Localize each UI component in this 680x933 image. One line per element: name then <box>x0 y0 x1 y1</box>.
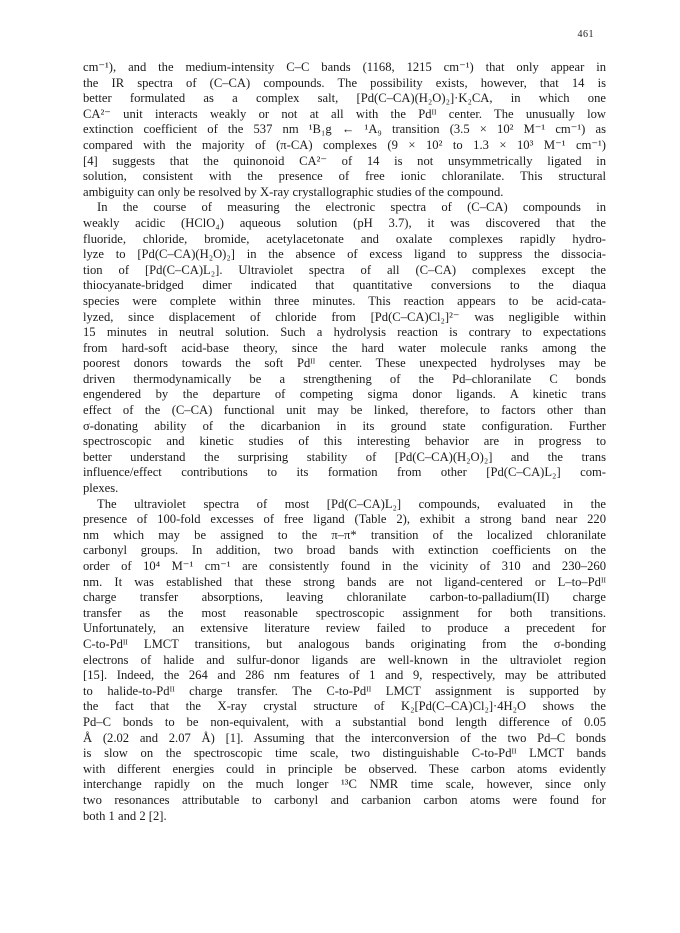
text-line: effect of the (C–CA) functional unit may be linked, therefore, to factors other than <box>83 403 606 418</box>
text-line: better understand the surprising stability of [Pd(C–CA)(H₂O)₂] and the trans <box>83 449 606 464</box>
text-line: influence/effect contributions to its formation from other [Pd(C–CA)L₂] com- <box>83 465 606 480</box>
text-line: 15 minutes in neutral solution. Such a hydrolysis reaction is contrary to expectations <box>83 325 606 340</box>
text-line: lyze to [Pd(C–CA)(H₂O)₂] in the absence of excess ligand to suppress the dissocia- <box>83 247 606 262</box>
text-line: tion of [Pd(C–CA)L₂]. Ultraviolet spectra of all (C–CA) complexes except the <box>83 262 606 277</box>
text-line: the IR spectra of (C–CA) compounds. The possibility exists, however, that 14 is <box>83 75 606 90</box>
text-line: spectroscopic and kinetic studies of this interesting behavior are in progress to <box>83 434 606 449</box>
text-line: In the course of measuring the electronic spectra of (C–CA) compounds in <box>97 200 606 215</box>
text-line: plexes. <box>83 481 119 496</box>
text-line: species were complete within three minutes. This reaction appears to be acid-cata- <box>83 293 606 308</box>
text-line: thiocyanate-bridged dimer indicated that quantitative conversions to the diaqua <box>83 278 606 293</box>
text-line: better formulated as a complex salt, [Pd(C–CA)(H₂O)₂]·K₂CA, in which one <box>83 91 606 106</box>
text-line: fluoride, chloride, bromide, acetylacetonate and oxalate complexes rapidly hydro- <box>83 231 606 246</box>
text-line: two resonances attributable to carbonyl and carbanion carbon atoms were found for <box>83 792 606 807</box>
text-line: with different energies could in principle be observed. These carbon atoms evidently <box>83 761 606 776</box>
text-line: Unfortunately, an extensive literature review failed to produce a precedent for <box>83 621 606 636</box>
text-line: Å (2.02 and 2.07 Å) [1]. Assuming that the interconversion of the two Pd–C bonds <box>83 730 606 745</box>
text-line: presence of 100-fold excesses of free ligand (Table 2), exhibit a strong band near 220 <box>83 512 606 527</box>
text-line: cm⁻¹), and the medium-intensity C–C bands (1168, 1215 cm⁻¹) that only appear in <box>83 60 606 74</box>
body-text <box>83 60 606 824</box>
text-line: from hard-soft acid-base theory, since the hard water molecule ranks among the <box>83 340 606 355</box>
text-line: weakly acidic (HClO₄) aqueous solution (pH 3.7), it was discovered that the <box>83 215 606 230</box>
text-line: carbonyl groups. In addition, two broad bands with extinction coefficients on the <box>83 543 606 558</box>
text-line: CA²⁻ unit interacts weakly or not at all with the Pdᴵᴵ center. The unusually low <box>83 106 606 121</box>
text-line: charge transfer absorptions, leaving chloranilate carbon-to-palladium(II) charge <box>83 590 606 605</box>
text-line: extinction coefficient of the 537 nm ¹B₁g ← ¹A₉ transition (3.5 × 10² M⁻¹ cm⁻¹) as <box>83 122 606 137</box>
text-line: ambiguity can only be resolved by X-ray crystallographic studies of the compound. <box>83 184 504 199</box>
text-line: transfer as the most reasonable spectroscopic assignment for both transitions. <box>83 605 606 620</box>
text-line: the fact that the X-ray crystal structure of K₂[Pd(C–CA)Cl₂]·4H₂O shows the <box>83 699 606 714</box>
text-line: both 1 and 2 [2]. <box>83 808 167 823</box>
text-line: compared with the majority of (π-CA) complexes (9 × 10² to 1.3 × 10³ M⁻¹ cm⁻¹) <box>83 137 606 152</box>
text-line: driven thermodynamically be a strengthening of the Pd–chloranilate C bonds <box>83 371 606 386</box>
text-line: interchange rapidly on the much longer ¹³C NMR time scale, however, since only <box>83 777 606 792</box>
text-line: solution, consistent with the presence of free ionic chloranilate. This structural <box>83 169 606 184</box>
text-line: Pd–C bonds to be non-equivalent, with a substantial bond length difference of 0.05 <box>83 714 606 729</box>
text-line: order of 10⁴ M⁻¹ cm⁻¹ are consistently found in the vicinity of 310 and 230–260 <box>83 559 606 573</box>
text-line: [15]. Indeed, the 264 and 286 nm features of 1 and 9, respectively, may be attributed <box>83 668 606 683</box>
page-number: 461 <box>577 29 594 40</box>
text-line: poorest donors towards the soft Pdᴵᴵ center. These unexpected hydrolyses may be <box>83 356 606 371</box>
text-line: nm. It was established that these strong bands are not ligand-centered or L–to–Pdᴵᴵ <box>83 574 606 589</box>
text-line: lyzed, since displacement of chloride from [Pd(C–CA)Cl₂]²⁻ was negligible within <box>83 309 606 324</box>
text-line: [4] suggests that the quinonoid CA²⁻ of 14 is not unsymmetrically ligated in <box>83 153 606 168</box>
text-line: to halide-to-Pdᴵᴵ charge transfer. The C-to-Pdᴵᴵ LMCT assignment is supported by <box>83 683 606 698</box>
text-line: σ-donating ability of the dicarbanion in its ground state configuration. Further <box>83 418 606 433</box>
text-line: C-to-Pdᴵᴵ LMCT transitions, but analogous bands originating from the σ-bonding <box>83 636 606 651</box>
text-line: electrons of halide and sulfur-donor ligands are well-known in the ultraviolet region <box>83 652 606 667</box>
text-line: The ultraviolet spectra of most [Pd(C–CA)L₂] compounds, evaluated in the <box>97 496 606 511</box>
text-line: engendered by the departure of competing sigma donor ligands. A kinetic trans <box>83 387 606 402</box>
text-line: nm which may be assigned to the π–π* transition of the localized chloranilate <box>83 527 606 542</box>
text-line: is slow on the spectroscopic time scale, two distinguishable C-to-Pdᴵᴵ LMCT bands <box>83 746 606 761</box>
